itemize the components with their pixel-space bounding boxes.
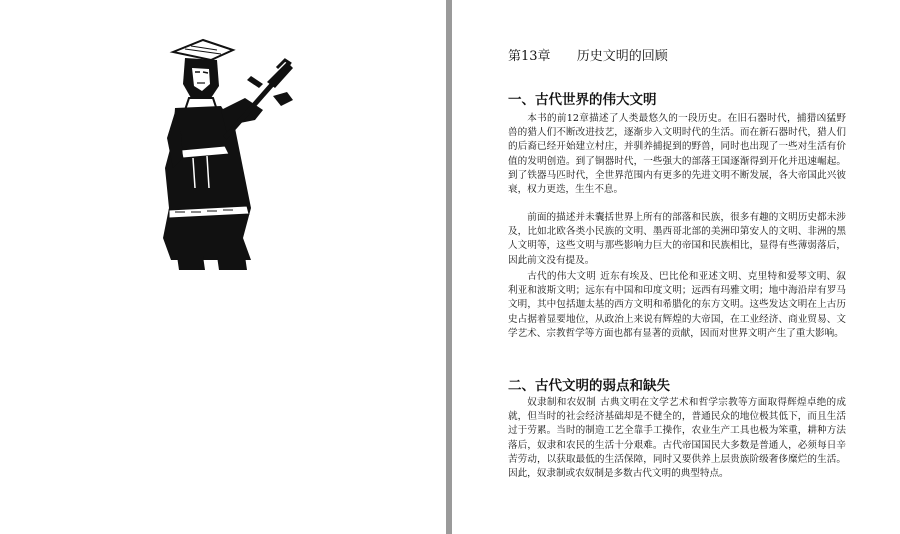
right-page — [452, 0, 900, 534]
left-page — [0, 0, 446, 534]
paragraph-2: 前面的描述并未囊括世界上所有的部落和民族，很多有趣的文明历史都未涉及，比如北欧各类小民族的文明、墨西哥北部的美洲印第安人的文明、非洲的黑人文明等，这些文明与那些影响力巨大的帝国和民族相比，显得有些薄弱落后，因此前文没有提及。 — [508, 212, 846, 266]
paragraph-1: 本书的前12章描述了人类最悠久的一段历史。在旧石器时代，捕猎凶猛野兽的猎人们不断改进技艺，逐渐步入文明时代的生活。而在新石器时代，猎人们的后裔已经开始建立村庄，并驯养捕捉到的野兽，同时也出现了一些对生活有价值的发明创造。到了铜器时代，一些强大的部落王国逐渐得到开化并迅速崛起。到了铁器马匹时代，全世界范围内有更多的先进文明不断发展，各大帝国此兴彼衰，权力更迭，生生不息。 — [508, 113, 846, 196]
chapter-title — [508, 45, 668, 64]
paragraph-3-lead: 古代的伟大文明 — [527, 271, 597, 282]
paragraph-4-body: 古典文明在文学艺术和哲学宗教等方面取得辉煌卓绝的成就，但当时的社会经济基础却是不健全的，普通民众的地位极其低下，而且生活过于劳累。当时的制造工艺全靠手工操作，农业生产工具也极为笨重，耕种方法落后，奴隶和农民的生活十分艰难。古代帝国国民大多数是普通人，必须每日辛苦劳动，以获取最低的生活保障，同时又要供养上层贵族阶级奢侈糜烂的生活。因此，奴隶制或农奴制是多数古代文明的典型特点。 — [508, 397, 847, 480]
chapter-number: 第13章 — [508, 49, 551, 64]
paragraph-4-lead: 奴隶制和农奴制 — [527, 397, 597, 408]
paragraph-4 — [508, 396, 846, 481]
chapter-name: 历史文明的回顾 — [576, 49, 668, 64]
paragraph-3 — [508, 270, 846, 341]
paragraph-3-body: 近东有埃及、巴比伦和亚述文明、克里特和爱琴文明、叙利亚和波斯文明；远东有中国和印度文明；远西有玛雅文明；地中海沿岸有罗马文明，其中包括迦太基的西方文明和希腊化的东方文明。这些发达文明在上古历史占据着显要地位，从政治上来说有辉煌的大帝国，在工业经济、商业贸易、文学艺术、宗教哲学等方面也都有显著的贡献，因而对世界文明产生了重大影响。 — [508, 271, 847, 339]
section-heading-1: 一、古代世界的伟大文明 — [508, 92, 657, 108]
section-heading-2: 二、古代文明的弱点和缺失 — [508, 378, 670, 394]
ancient-warrior-illustration-icon — [155, 38, 295, 274]
